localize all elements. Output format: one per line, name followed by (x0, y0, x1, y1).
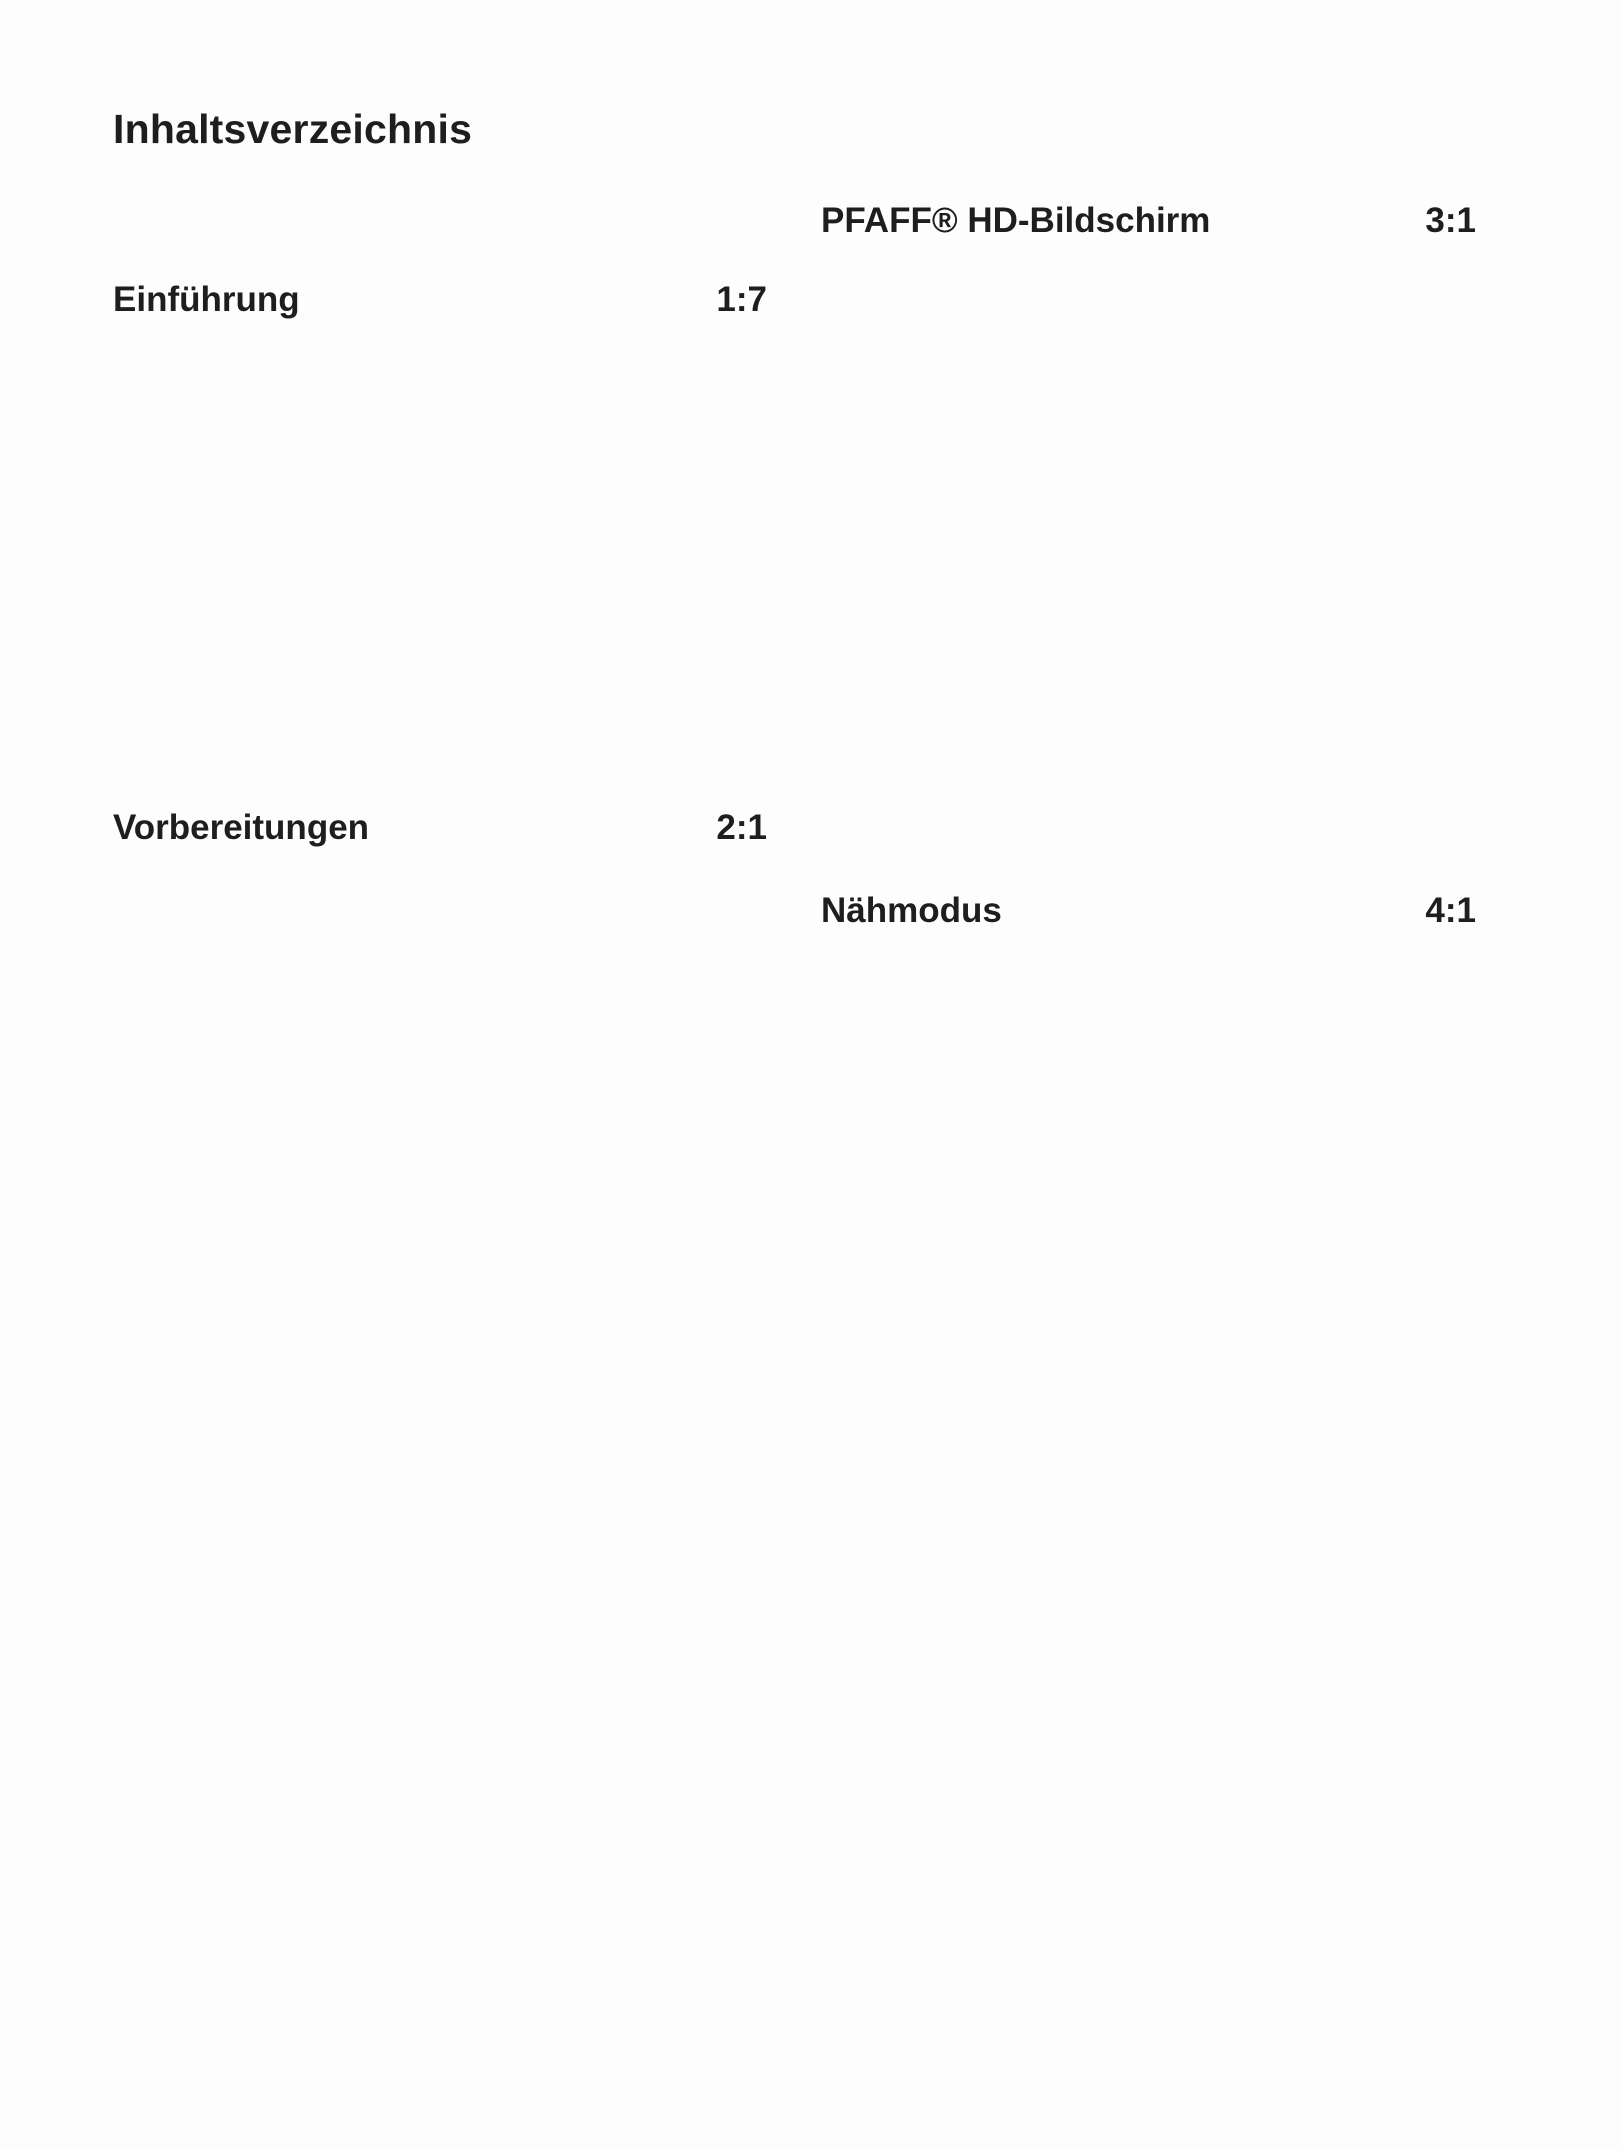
toc-entry-einfuehrung[interactable] (113, 278, 767, 322)
toc-entry-page: 3:1 (1425, 201, 1476, 240)
toc-entry-label: Nähmodus (821, 891, 1002, 930)
toc-entry-label: Einführung (113, 280, 300, 319)
toc-entry-page: 4:1 (1425, 891, 1476, 930)
toc-entry-pfaff-hd-bildschirm[interactable] (821, 199, 1476, 243)
toc-entry-page: 1:7 (716, 280, 767, 319)
toc-entry-vorbereitungen[interactable] (113, 806, 767, 850)
toc-entry-page: 2:1 (716, 808, 767, 847)
page-title: Inhaltsverzeichnis (113, 106, 473, 152)
toc-entry-label: PFAFF® HD-Bildschirm (821, 201, 1211, 240)
toc-entry-label: Vorbereitungen (113, 808, 370, 847)
toc-entry-naehmodus[interactable] (821, 889, 1476, 933)
